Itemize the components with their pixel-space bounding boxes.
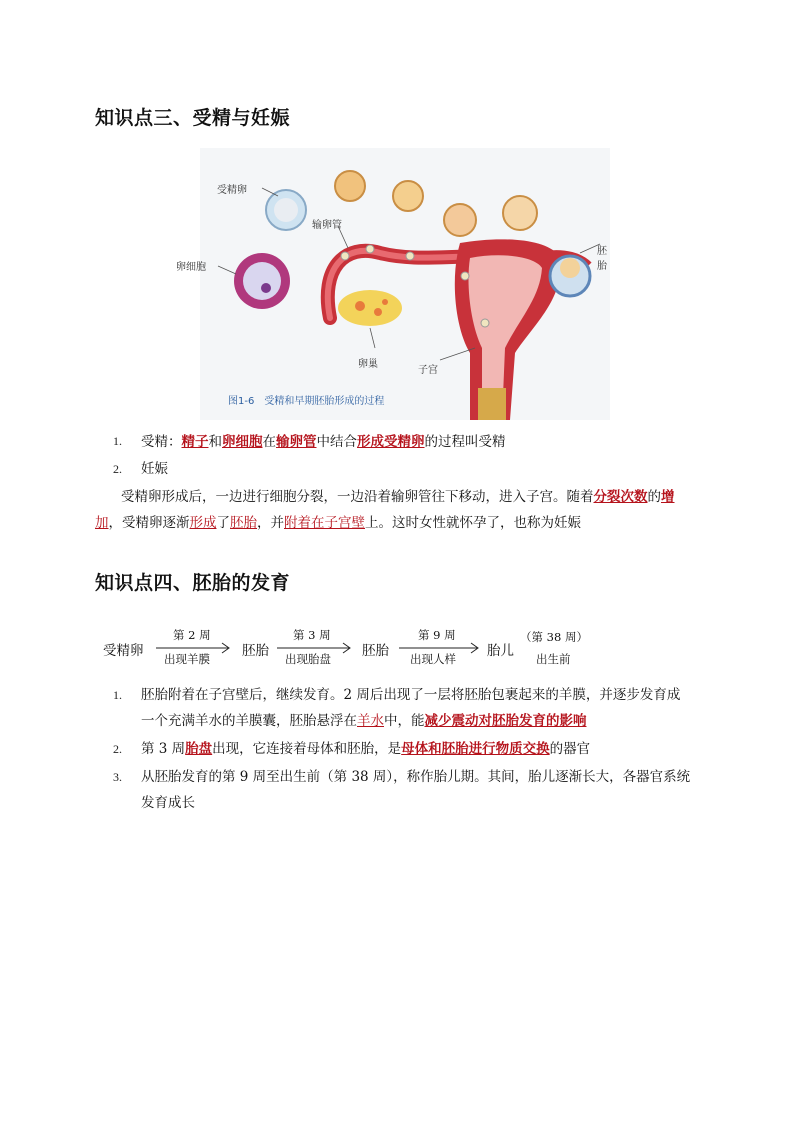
fetal-period-line-1: 从胚胎发育的第 9 周至出生前（第 38 周），称作胎儿期。其间，胎儿逐渐长大，各器官系统 xyxy=(141,769,691,785)
flow-end-label-top: （第 38 周） xyxy=(520,630,588,644)
keyword-attach-uterus: 附着在子宫壁 xyxy=(284,515,365,531)
keyword-increase-cont: 加 xyxy=(95,515,109,531)
text-span: 第 3 周 xyxy=(141,741,186,757)
keyword-placenta: 胎盘 xyxy=(185,741,213,757)
figure-caption: 图1-6 受精和早期胚胎形成的过程 xyxy=(228,396,385,407)
list-number: 1. xyxy=(113,688,122,702)
text-span: 中结合 xyxy=(316,434,357,450)
keyword-exchange: 母体和胚胎进行物质交换 xyxy=(401,741,550,757)
flow-arrow-label-bottom: 出现人样 xyxy=(410,652,456,666)
keyword-embryo: 胚胎 xyxy=(230,515,257,531)
label-uterus: 子宫 xyxy=(418,365,438,376)
flow-arrow-label-bottom: 出现羊膜 xyxy=(164,652,210,666)
text-span: 的 xyxy=(647,489,661,505)
list-number: 3. xyxy=(113,770,122,784)
text-span: 在 xyxy=(262,434,276,450)
text-span: 了 xyxy=(216,515,230,531)
keyword-egg-cell: 卵细胞 xyxy=(222,434,263,450)
text-span: ，受精卵逐渐 xyxy=(108,515,190,531)
text-span: 中，能 xyxy=(384,713,425,729)
flow-node-embryo: 胚胎 xyxy=(242,643,269,659)
label-embryo: 胚胎 xyxy=(597,246,607,272)
keyword-increase: 增 xyxy=(661,489,675,505)
keyword-oviduct: 输卵管 xyxy=(276,434,317,450)
flow-arrow-label-top: 第 3 周 xyxy=(293,628,331,642)
fertilization-definition xyxy=(141,432,506,453)
flow-arrow-label-top: 第 9 周 xyxy=(418,628,456,642)
text-span: 受精卵形成后，一边进行细胞分裂，一边沿着输卵管往下移动，进入子宫。随着 xyxy=(121,489,594,505)
label-egg-cell: 卵细胞 xyxy=(176,262,206,273)
flow-arrow-label-bottom: 出现胎盘 xyxy=(285,652,331,666)
pregnancy-heading: 妊娠 xyxy=(141,461,168,477)
keyword-reduce-shock: 减少震动对胚胎发育的影响 xyxy=(424,713,587,729)
flow-node-embryo: 胚胎 xyxy=(362,643,389,659)
text-span: ，并 xyxy=(257,515,284,531)
text-span: 和 xyxy=(208,434,222,450)
pregnancy-paragraph-line-1 xyxy=(121,487,675,508)
label-oviduct: 输卵管 xyxy=(312,220,342,231)
keyword-amniotic-fluid: 羊水 xyxy=(357,713,384,729)
flow-node-fetus: 胎儿 xyxy=(487,643,514,659)
section-3-title: 知识点三、受精与妊娠 xyxy=(95,107,291,129)
flow-end-label-bottom: 出生前 xyxy=(536,652,571,666)
label-ovary: 卵巢 xyxy=(358,359,378,370)
development-flow xyxy=(100,625,700,675)
section-4-title: 知识点四、胚胎的发育 xyxy=(95,572,291,594)
keyword-sperm: 精子 xyxy=(181,434,209,450)
text-span: 上。这时女性就怀孕了，也称为妊娠 xyxy=(365,515,581,531)
text-span: 受精： xyxy=(141,434,182,450)
keyword-form-zygote: 形成受精卵 xyxy=(357,434,425,450)
text-span: 的过程叫受精 xyxy=(424,434,506,450)
amnion-text-line-2 xyxy=(141,711,587,732)
fetal-period-line-2: 发育成长 xyxy=(141,795,195,811)
list-number: 1. xyxy=(113,434,122,448)
text-span: 一个充满羊水的羊膜囊，胚胎悬浮在 xyxy=(141,713,357,729)
placenta-text xyxy=(141,739,590,760)
list-number: 2. xyxy=(113,742,122,756)
flow-node-zygote: 受精卵 xyxy=(103,643,144,659)
list-number: 2. xyxy=(113,462,122,476)
keyword-form: 形成 xyxy=(189,515,217,531)
text-span: 的器官 xyxy=(549,741,591,757)
keyword-division-count: 分裂次数 xyxy=(593,489,648,505)
amnion-text-line-1: 胚胎附着在子宫壁后，继续发育。2 周后出现了一层将胚胎包裹起来的羊膜，并逐步发育成 xyxy=(141,687,681,703)
text-span: 出现，它连接着母体和胚胎，是 xyxy=(212,741,402,757)
pregnancy-paragraph-line-2 xyxy=(95,513,581,534)
flow-arrow-label-top: 第 2 周 xyxy=(173,628,211,642)
label-fertilized-egg: 受精卵 xyxy=(217,185,247,196)
fertilization-figure xyxy=(170,148,616,420)
